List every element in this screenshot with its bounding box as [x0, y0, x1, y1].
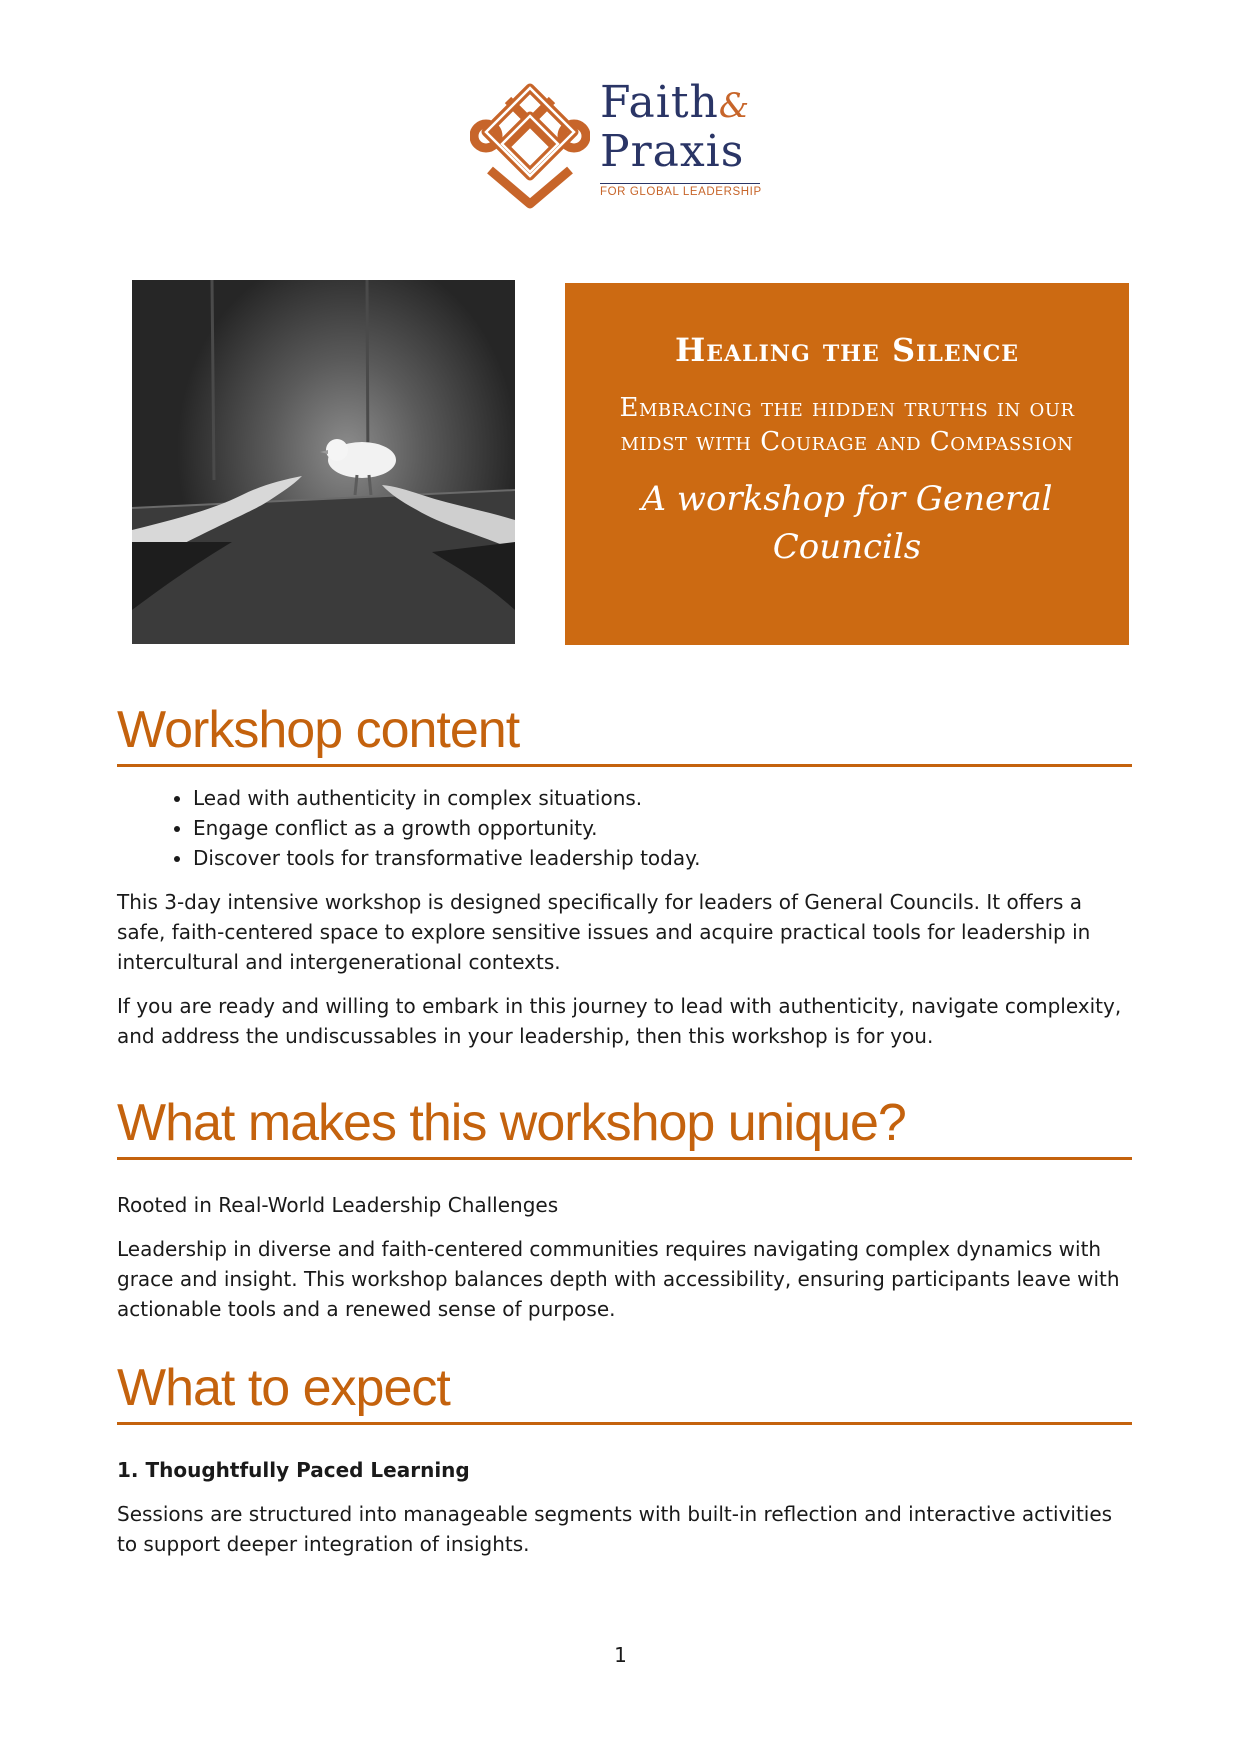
logo-tagline: FOR GLOBAL LEADERSHIP	[600, 183, 760, 198]
banner-title: Healing the Silence	[675, 331, 1019, 369]
heading-unique: What makes this workshop unique?	[117, 1093, 1132, 1160]
content-bullet-list	[117, 783, 1132, 873]
faith-praxis-logo	[470, 77, 770, 212]
list-item: • Discover tools for transformative leadership today.	[193, 843, 1132, 873]
content-paragraph-2: If you are ready and willing to embark in this journey to lead with authenticity, navigate complexity, and address the undiscussables in your leadership, then this workshop is for you.	[117, 994, 1122, 1048]
main-content	[117, 700, 1132, 1559]
unique-lead: Rooted in Real-World Leadership Challenges	[117, 1193, 559, 1217]
page-number: 1	[614, 1643, 627, 1667]
logo-wordmark	[600, 77, 775, 198]
workshop-banner	[565, 283, 1129, 645]
unique-paragraph: Leadership in diverse and faith-centered communities requires navigating complex dynamics with grace and insight. This workshop balances depth with accessibility, ensuring participants leave with actionable tools and a renewed sense of purpose.	[117, 1237, 1120, 1321]
step-1-title: 1. Thoughtfully Paced Learning	[117, 1458, 470, 1482]
dove-hands-image	[132, 280, 515, 644]
heading-workshop-content: Workshop content	[117, 700, 1132, 767]
banner-tagline: A workshop for General Councils	[641, 479, 1053, 567]
list-item: • Lead with authenticity in complex situations.	[193, 783, 1132, 813]
celtic-knot-icon	[470, 80, 590, 212]
banner-subtitle: Embracing the hidden truths in our midst with Courage and Compassion	[619, 393, 1075, 457]
logo-word-faith: Faith	[600, 77, 719, 128]
heading-what-to-expect: What to expect	[117, 1358, 1132, 1425]
list-item: • Engage conflict as a growth opportunity.	[193, 813, 1132, 843]
content-paragraph-1: This 3-day intensive workshop is designed specifically for leaders of General Councils. It offers a safe, faith-centered space to explore sensitive issues and acquire practical tools for leadership in intercultural and intergenerational contexts.	[117, 890, 1091, 974]
logo-word-praxis: Praxis	[600, 126, 745, 177]
step-1-text: Sessions are structured into manageable segments with built-in reflection and interactive activities to support deeper integration of insights.	[117, 1502, 1113, 1556]
logo-ampersand: &	[718, 86, 751, 126]
